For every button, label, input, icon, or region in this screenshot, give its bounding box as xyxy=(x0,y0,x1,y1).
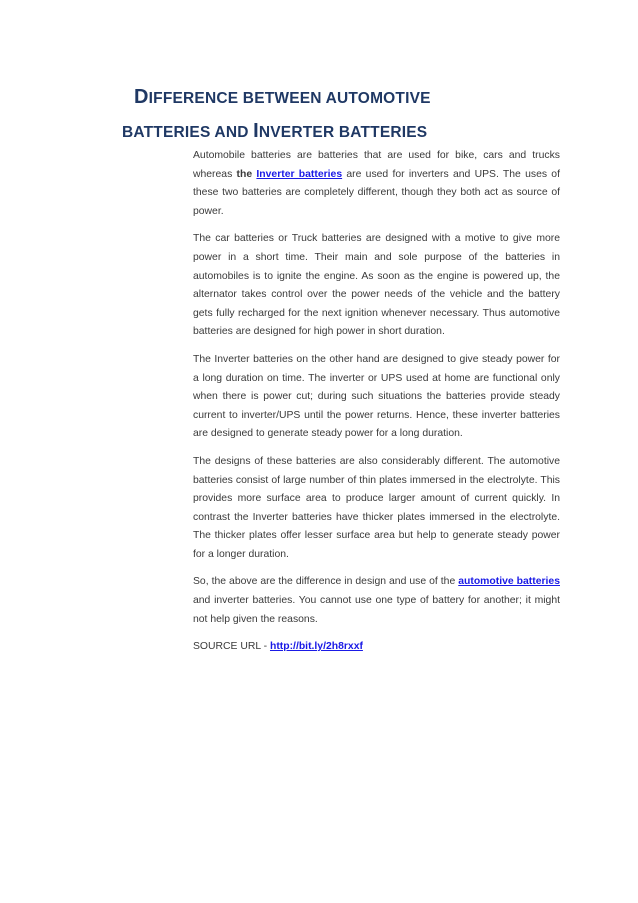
title-line-2 xyxy=(122,115,542,149)
title-dropcap-i: I xyxy=(253,120,259,142)
paragraph-inverter-batteries: The Inverter batteries on the other hand are designed to give steady power for a long duration on time. The inverter or UPS used at home are functional only when there is power cut; during such situations the batteries provide steady current to inverter/UPS until the power returns. Hence, these inverter batteries are designed to generate steady power for a long duration. xyxy=(193,353,560,440)
source-line xyxy=(193,638,560,657)
paragraph-design-differences: The designs of these batteries are also considerably different. The automotive batteries consist of large number of thin plates immersed in the electrolyte. This provides more surface area to produce larger amount of current quickly. In contrast the Inverter batteries have thicker plates immersed in the electrolyte. The thicker plates offer lesser surface area but help to generate steady power for a longer duration. xyxy=(193,455,560,560)
paragraph-intro-text: Automobile batteries are batteries that are used for bike, cars and trucks whereas xyxy=(193,150,560,180)
paragraph-intro-bold: the xyxy=(236,168,257,180)
title-line-2-text: BATTERIES AND xyxy=(122,124,254,141)
paragraph-conclusion-tail: and inverter batteries. You cannot use one type of battery for another; it might not help given the reasons. xyxy=(193,595,560,625)
title-line-1-text: IFFERENCE BETWEEN AUTOMOTIVE xyxy=(148,90,431,107)
title-line-2-end: NVERTER BATTERIES xyxy=(258,124,428,141)
title-line-1 xyxy=(122,81,542,115)
paragraph-conclusion xyxy=(193,573,560,629)
paragraph-conclusion-text: So, the above are the difference in design and use of the xyxy=(193,576,459,588)
article-body xyxy=(193,147,560,666)
automotive-batteries-link[interactable]: automotive batteries xyxy=(458,576,560,588)
title-dropcap-d: D xyxy=(134,86,149,108)
source-label: SOURCE URL - xyxy=(193,641,270,653)
paragraph-intro xyxy=(193,147,560,221)
document-title xyxy=(122,81,542,149)
paragraph-intro-tail: are used for inverters and UPS. The uses of these two batteries are completely different, though they both act as source of power. xyxy=(193,168,560,217)
source-url-link[interactable]: http://bit.ly/2h8rxxf xyxy=(269,641,363,653)
inverter-batteries-link[interactable]: Inverter batteries xyxy=(256,168,343,180)
paragraph-car-batteries: The car batteries or Truck batteries are designed with a motive to give more power in a short time. Their main and sole purpose of the batteries in automobiles is to ignite the engine. As soon as the engine is powered up, the alternator takes control over the power needs of the vehicle and the battery gets fully recharged for the next ignition whenever necessary. Thus automotive batteries are designed for high power in short duration. xyxy=(193,233,560,338)
